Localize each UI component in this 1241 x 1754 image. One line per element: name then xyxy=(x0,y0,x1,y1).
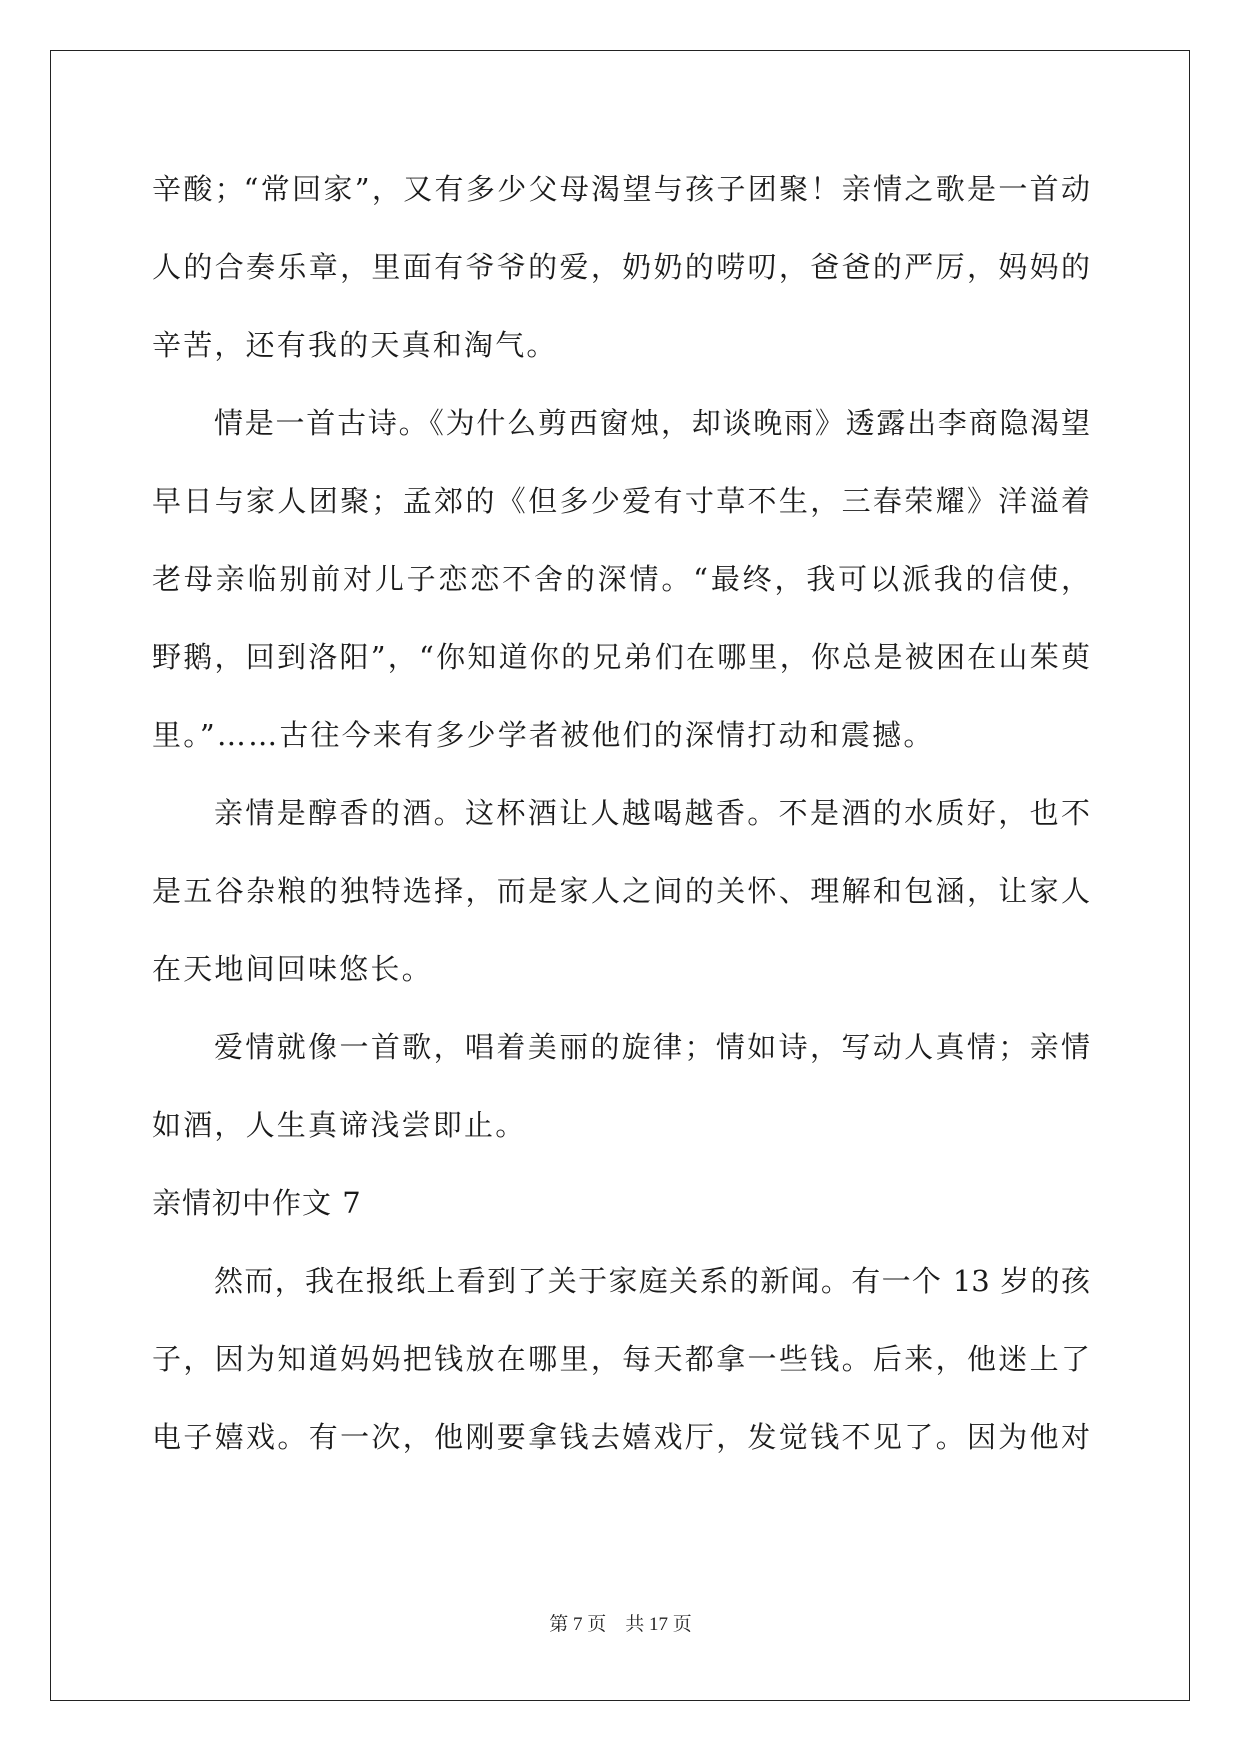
text-line: 人的合奏乐章，里面有爷爷的爱，奶奶的唠叨，爸爸的严厉，妈妈的 xyxy=(152,250,1090,284)
text-line: 爱情就像一首歌，唱着美丽的旋律；情如诗，写动人真情；亲情 xyxy=(214,1030,1090,1064)
text-line: 如酒，人生真谛浅尝即止。 xyxy=(152,1108,527,1142)
page-footer: 第 7 页 共 17 页 xyxy=(549,1614,692,1635)
text-line: 亲情是醇香的酒。这杯酒让人越喝越香。不是酒的水质好，也不 xyxy=(214,796,1090,830)
text-line: 子，因为知道妈妈把钱放在哪里，每天都拿一些钱。后来，他迷上了 xyxy=(152,1342,1090,1376)
text-line: 野鹅，回到洛阳”，“你知道你的兄弟们在哪里，你总是被困在山茱萸 xyxy=(152,640,1090,674)
text-line: 里。”……古往今来有多少学者被他们的深情打动和震撼。 xyxy=(152,718,935,752)
text-line: 是五谷杂粮的独特选择，而是家人之间的关怀、理解和包涵，让家人 xyxy=(152,874,1090,908)
text-line: 然而，我在报纸上看到了关于家庭关系的新闻。有一个 13 岁的孩 xyxy=(214,1264,1090,1298)
text-line: 老母亲临别前对儿子恋恋不舍的深情。“最终，我可以派我的信使， xyxy=(152,562,1090,596)
document-body xyxy=(152,150,1090,1476)
section-heading: 亲情初中作文 7 xyxy=(152,1186,362,1220)
text-line: 电子嬉戏。有一次，他刚要拿钱去嬉戏厅，发觉钱不见了。因为他对 xyxy=(152,1420,1090,1454)
text-line: 早日与家人团聚；孟郊的《但多少爱有寸草不生，三春荣耀》洋溢着 xyxy=(152,484,1090,518)
text-line: 辛酸；“常回家”，又有多少父母渴望与孩子团聚！亲情之歌是一首动 xyxy=(152,172,1090,206)
text-line: 在天地间回味悠长。 xyxy=(152,952,433,986)
text-line: 情是一首古诗。《为什么剪西窗烛，却谈晚雨》透露出李商隐渴望 xyxy=(214,406,1090,440)
text-line: 辛苦，还有我的天真和淘气。 xyxy=(152,328,558,362)
